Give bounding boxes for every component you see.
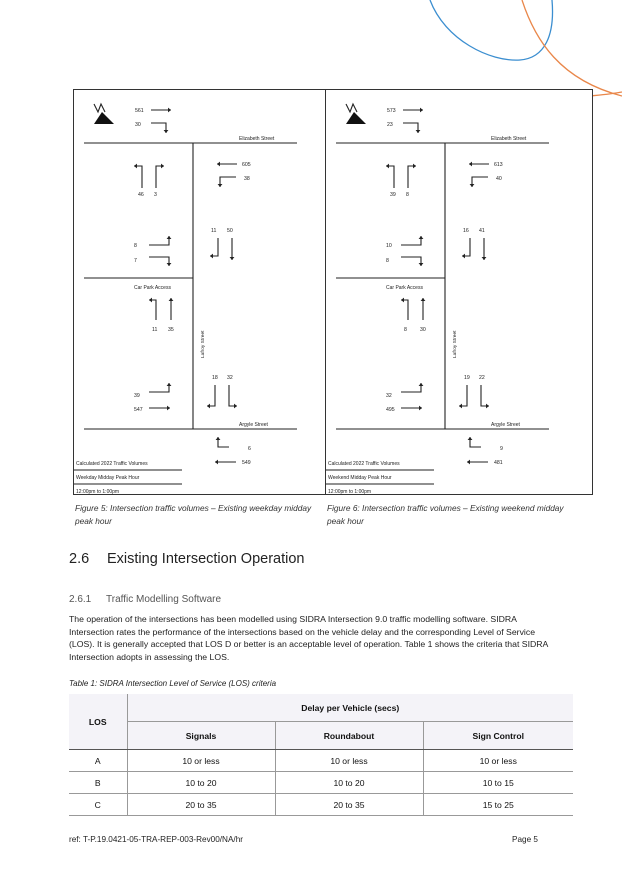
volume-label: 19 bbox=[464, 375, 470, 381]
subsection-number: 2.6.1 bbox=[69, 594, 92, 605]
intersection-diagram bbox=[326, 90, 594, 496]
lafroy-street-label: Lafroy Street bbox=[201, 330, 206, 358]
volume-label: 481 bbox=[494, 460, 503, 466]
figure-5-diagram bbox=[73, 89, 341, 495]
volume-label: 7 bbox=[134, 258, 137, 264]
table-cell: 10 or less bbox=[423, 750, 573, 772]
left-turn-arrow-head bbox=[134, 164, 137, 169]
north-arrow-n-icon bbox=[94, 104, 105, 112]
volume-label: 547 bbox=[134, 407, 143, 413]
volume-label: 10 bbox=[386, 243, 392, 249]
right-turn-arrow-shaft bbox=[156, 166, 164, 188]
volume-label: 39 bbox=[134, 393, 140, 399]
volume-label: 40 bbox=[496, 176, 502, 182]
left-turn-arrow-shaft bbox=[401, 236, 421, 245]
left-turn-arrow-head bbox=[401, 298, 404, 303]
right-turn-arrow-head bbox=[161, 164, 164, 169]
note-text: Calculated 2022 Traffic Volumes bbox=[328, 461, 400, 467]
left-turn-arrow-shaft bbox=[134, 166, 142, 188]
volume-label: 3 bbox=[154, 192, 157, 198]
footer-reference: ref: T-P.19.0421-05-TRA-REP-003-Rev00/NA/hr bbox=[69, 835, 243, 844]
through-arrow-head bbox=[469, 162, 472, 167]
volume-label: 22 bbox=[479, 375, 485, 381]
volume-label: 8 bbox=[386, 258, 389, 264]
left-turn-arrow-head bbox=[207, 404, 210, 409]
left-turn-arrow-shaft bbox=[207, 385, 215, 406]
volume-label: 16 bbox=[463, 228, 469, 234]
car-park-access-label: Car Park Access bbox=[386, 285, 423, 291]
volume-label: 35 bbox=[168, 327, 174, 333]
table-row bbox=[69, 794, 573, 816]
volume-label: 46 bbox=[138, 192, 144, 198]
column-header: Sign Control bbox=[423, 722, 573, 750]
subsection-title: Traffic Modelling Software bbox=[106, 594, 222, 605]
left-turn-arrow-shaft bbox=[149, 236, 169, 245]
through-arrow-head bbox=[421, 298, 426, 301]
right-turn-arrow-head bbox=[468, 437, 473, 440]
column-header: Signals bbox=[127, 722, 275, 750]
through-arrow-head bbox=[419, 406, 422, 411]
left-turn-arrow-head bbox=[459, 404, 462, 409]
volume-label: 23 bbox=[387, 122, 393, 128]
right-turn-arrow-shaft bbox=[481, 385, 489, 406]
north-arrow-icon bbox=[346, 112, 366, 124]
right-turn-arrow-head bbox=[164, 130, 169, 133]
lafroy-street-label: Lafroy Street bbox=[453, 330, 458, 358]
table-cell: A bbox=[69, 750, 127, 772]
section-title: Existing Intersection Operation bbox=[107, 551, 305, 567]
right-turn-arrow-shaft bbox=[401, 257, 421, 266]
right-turn-arrow-shaft bbox=[218, 437, 229, 447]
table-cell: 10 to 15 bbox=[423, 772, 573, 794]
volume-label: 573 bbox=[387, 108, 396, 114]
left-turn-arrow-shaft bbox=[210, 238, 218, 256]
through-arrow-head bbox=[169, 298, 174, 301]
volume-label: 8 bbox=[404, 327, 407, 333]
left-turn-arrow-shaft bbox=[386, 166, 394, 188]
figure-6-diagram bbox=[325, 89, 593, 495]
volume-label: 8 bbox=[134, 243, 137, 249]
section-heading bbox=[69, 551, 304, 567]
table-cell: C bbox=[69, 794, 127, 816]
figure-5-caption: Figure 5: Intersection traffic volumes – Existing weekday midday peak hour bbox=[75, 503, 312, 526]
left-turn-arrow-head bbox=[470, 184, 475, 187]
left-turn-arrow-shaft bbox=[459, 385, 467, 406]
volume-label: 8 bbox=[406, 192, 409, 198]
table-cell: 15 to 25 bbox=[423, 794, 573, 816]
through-arrow-head bbox=[230, 257, 235, 260]
subsection-heading bbox=[69, 594, 221, 605]
delay-group-header: Delay per Vehicle (secs) bbox=[127, 694, 573, 722]
table-row bbox=[69, 750, 573, 772]
north-arrow-icon bbox=[94, 112, 114, 124]
table-cell: B bbox=[69, 772, 127, 794]
right-turn-arrow-shaft bbox=[408, 166, 416, 188]
left-turn-arrow-head bbox=[419, 383, 424, 386]
volume-label: 18 bbox=[212, 375, 218, 381]
volume-label: 30 bbox=[135, 122, 141, 128]
los-header: LOS bbox=[69, 694, 127, 750]
left-turn-arrow-shaft bbox=[149, 383, 169, 392]
volume-label: 32 bbox=[227, 375, 233, 381]
right-turn-arrow-head bbox=[216, 437, 221, 440]
left-turn-arrow-head bbox=[149, 298, 152, 303]
volume-label: 605 bbox=[242, 162, 251, 168]
note-text: Calculated 2022 Traffic Volumes bbox=[76, 461, 148, 467]
right-turn-arrow-shaft bbox=[149, 257, 169, 266]
table-cell: 10 to 20 bbox=[127, 772, 275, 794]
left-turn-arrow-shaft bbox=[472, 177, 488, 187]
volume-label: 561 bbox=[135, 108, 144, 114]
left-turn-arrow-head bbox=[386, 164, 389, 169]
car-park-access-label: Car Park Access bbox=[134, 285, 171, 291]
note-text: 12:00pm to 1:00pm bbox=[76, 489, 120, 495]
left-turn-arrow-head bbox=[167, 383, 172, 386]
right-turn-arrow-shaft bbox=[470, 437, 481, 447]
section-number: 2.6 bbox=[69, 551, 90, 567]
argyle-street-label: Argyle Street bbox=[239, 422, 268, 428]
right-turn-arrow-shaft bbox=[403, 123, 418, 133]
right-turn-arrow-head bbox=[234, 404, 237, 409]
left-turn-arrow-head bbox=[167, 236, 172, 239]
left-turn-arrow-shaft bbox=[220, 177, 236, 187]
body-paragraph: The operation of the intersections has been modelled using SIDRA Intersection 9.0 traffic modelling software. SIDRA Intersection rates the performance of the intersections based on the vehicle delay and the corresponding Level of Service (LOS). It is generally accepted that LOS D or better is an acceptable level of operation. Table 1 shows the criteria that SIDRA Intersection adopts in assessing the LOS. bbox=[69, 614, 548, 662]
left-turn-arrow-shaft bbox=[401, 383, 421, 392]
left-turn-arrow-shaft bbox=[462, 238, 470, 256]
page-number: Page 5 bbox=[512, 835, 538, 844]
right-turn-arrow-shaft bbox=[229, 385, 237, 406]
volume-label: 39 bbox=[390, 192, 396, 198]
volume-label: 6 bbox=[248, 446, 251, 452]
right-turn-arrow-head bbox=[416, 130, 421, 133]
through-arrow-head bbox=[467, 460, 470, 465]
right-turn-arrow-head bbox=[413, 164, 416, 169]
left-turn-arrow-shaft bbox=[401, 300, 408, 320]
right-turn-arrow-head bbox=[167, 263, 172, 266]
right-turn-arrow-head bbox=[486, 404, 489, 409]
volume-label: 9 bbox=[500, 446, 503, 452]
table-caption: Table 1: SIDRA Intersection Level of Service (LOS) criteria bbox=[69, 679, 277, 688]
volume-label: 495 bbox=[386, 407, 395, 413]
table-cell: 20 to 35 bbox=[127, 794, 275, 816]
through-arrow-head bbox=[217, 162, 220, 167]
note-text: Weekday Midday Peak Hour bbox=[76, 475, 140, 481]
through-arrow-head bbox=[420, 108, 423, 113]
right-turn-arrow-head bbox=[419, 263, 424, 266]
right-turn-arrow-shaft bbox=[151, 123, 166, 133]
left-turn-arrow-head bbox=[462, 254, 465, 259]
argyle-street-label: Argyle Street bbox=[491, 422, 520, 428]
volume-label: 30 bbox=[420, 327, 426, 333]
volume-label: 613 bbox=[494, 162, 503, 168]
table-cell: 10 to 20 bbox=[275, 772, 423, 794]
north-arrow-n-icon bbox=[346, 104, 357, 112]
table-cell: 20 to 35 bbox=[275, 794, 423, 816]
volume-label: 11 bbox=[152, 327, 158, 333]
left-turn-arrow-head bbox=[419, 236, 424, 239]
intersection-diagram bbox=[74, 90, 342, 496]
volume-label: 11 bbox=[211, 228, 217, 234]
volume-label: 50 bbox=[227, 228, 233, 234]
table-cell: 10 or less bbox=[127, 750, 275, 772]
volume-label: 41 bbox=[479, 228, 485, 234]
volume-label: 549 bbox=[242, 460, 251, 466]
through-arrow-head bbox=[482, 257, 487, 260]
note-text: 12:00pm to 1:00pm bbox=[328, 489, 372, 495]
los-criteria-table bbox=[69, 694, 573, 816]
left-turn-arrow-head bbox=[218, 184, 223, 187]
left-turn-arrow-shaft bbox=[149, 300, 156, 320]
left-turn-arrow-head bbox=[210, 254, 213, 259]
through-arrow-head bbox=[167, 406, 170, 411]
note-text: Weekend Midday Peak Hour bbox=[328, 475, 392, 481]
elizabeth-street-label: Elizabeth Street bbox=[239, 136, 275, 142]
elizabeth-street-label: Elizabeth Street bbox=[491, 136, 527, 142]
through-arrow-head bbox=[215, 460, 218, 465]
table-cell: 10 or less bbox=[275, 750, 423, 772]
column-header: Roundabout bbox=[275, 722, 423, 750]
volume-label: 38 bbox=[244, 176, 250, 182]
volume-label: 32 bbox=[386, 393, 392, 399]
figure-6-caption: Figure 6: Intersection traffic volumes – Existing weekend midday peak hour bbox=[327, 503, 564, 526]
table-row bbox=[69, 772, 573, 794]
through-arrow-head bbox=[168, 108, 171, 113]
